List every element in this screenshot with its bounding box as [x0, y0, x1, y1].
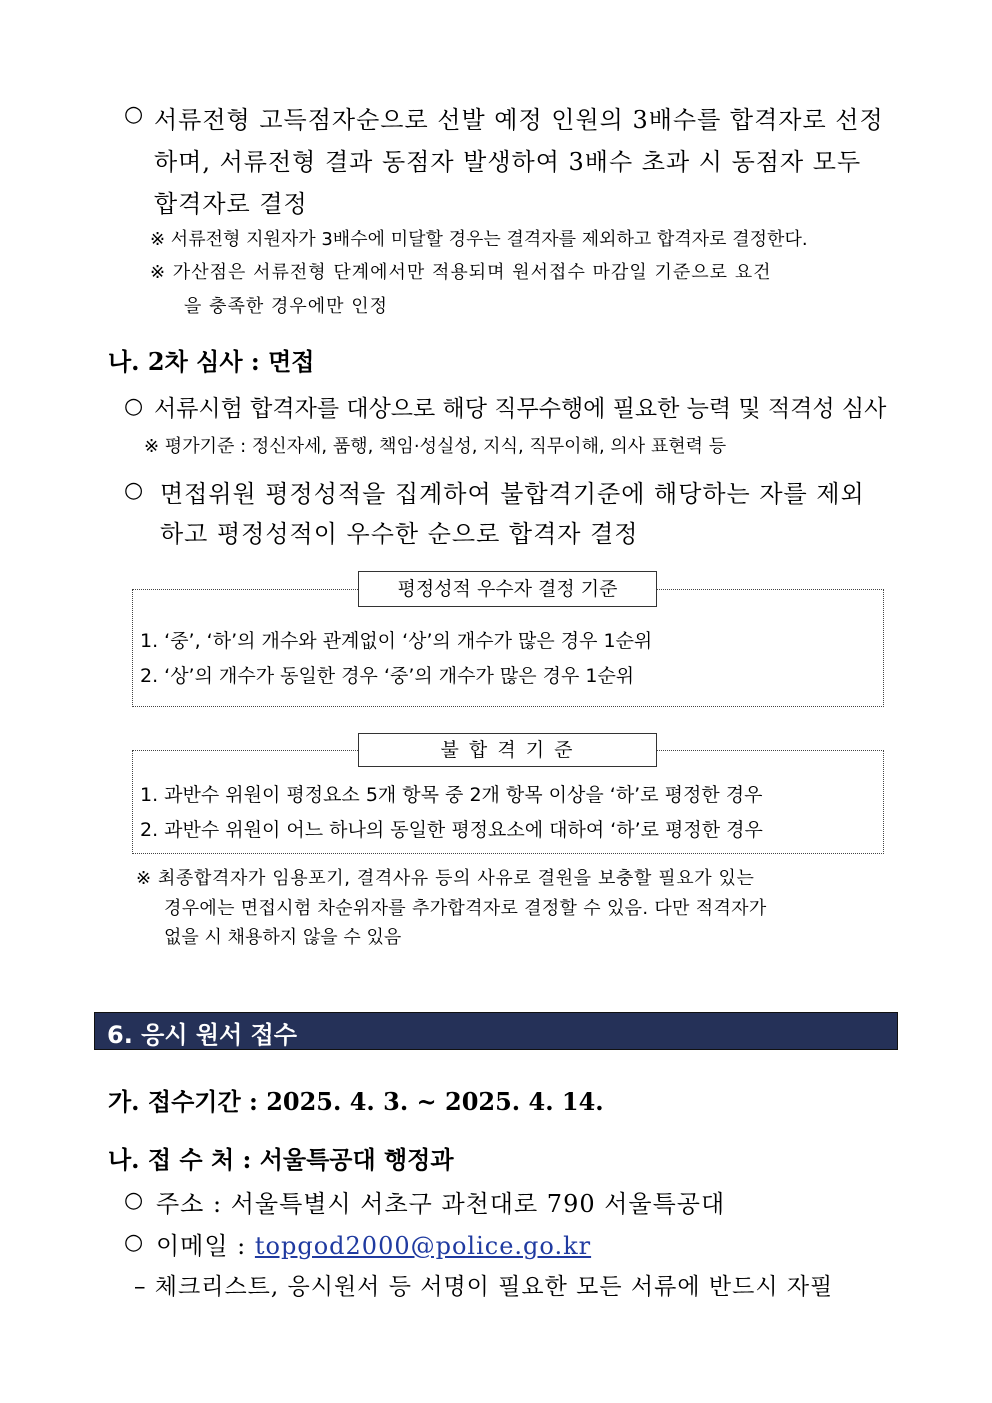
screening-note-2-line-1: ※ 가산점은 서류전형 단계에서만 적용되며 원서접수 마감일 기준으로 요건	[150, 262, 772, 283]
final-note-line-2: 경우에는 면접시험 차순위자를 추가합격자로 결정할 수 있음. 다만 적격자가	[164, 898, 767, 919]
screening-note-2-line-2: 을 충족한 경우에만 인정	[184, 296, 389, 317]
fail-criteria-item-2: 2. 과반수 위원이 어느 하나의 동일한 평정요소에 대하여 ‘하’로 평정한 경우	[140, 819, 763, 841]
interview-bullet-2-line-2: 하고 평정성적이 우수한 순으로 합격자 결정	[160, 520, 639, 548]
bullet-circle: ○	[124, 1230, 144, 1255]
bullet-circle: ○	[124, 478, 144, 503]
email-label: 이메일 :	[156, 1232, 255, 1260]
email-link[interactable]: topgod2000@police.go.kr	[254, 1232, 592, 1260]
application-period: 가. 접수기간 : 2025. 4. 3. ~ 2025. 4. 14.	[108, 1087, 604, 1116]
final-note-line-1: ※ 최종합격자가 임용포기, 결격사유 등의 사유로 결원을 보충할 필요가 있는	[136, 868, 755, 889]
fail-criteria-item-1: 1. 과반수 위원이 평정요소 5개 항목 중 2개 항목 이상을 ‘하’로 평정한 경우	[140, 784, 763, 806]
excellent-criteria-item-2: 2. ‘상’의 개수가 동일한 경우 ‘중’의 개수가 많은 경우 1순위	[140, 665, 635, 687]
interview-bullet-1: 서류시험 합격자를 대상으로 해당 직무수행에 필요한 능력 및 적격성 심사	[154, 396, 887, 422]
excellent-criteria-title: 평정성적 우수자 결정 기준	[358, 571, 657, 607]
screening-text-line-2: 하며, 서류전형 결과 동점자 발생하여 3배수 초과 시 동점자 모두	[154, 148, 862, 176]
section-6-title: 6. 응시 원서 접수	[107, 1021, 297, 1049]
bullet-circle: ○	[124, 102, 144, 127]
application-place: 나. 접 수 처 : 서울특공대 행정과	[108, 1145, 454, 1174]
email-line	[156, 1226, 591, 1261]
address-line: 주소 : 서울특별시 서초구 과천대로 790 서울특공대	[156, 1190, 726, 1218]
signature-requirement-line: – 체크리스트, 응시원서 등 서명이 필요한 모든 서류에 반드시 자필	[134, 1274, 834, 1300]
screening-text-line-1: 서류전형 고득점자순으로 선발 예정 인원의 3배수를 합격자로 선정	[154, 106, 884, 134]
fail-criteria-title: 불 합 격 기 준	[358, 733, 657, 767]
bullet-circle: ○	[124, 1188, 144, 1213]
interview-heading: 나. 2차 심사 : 면접	[108, 347, 315, 376]
final-note-line-3: 없을 시 채용하지 않을 수 있음	[164, 927, 402, 948]
screening-text-line-3: 합격자로 결정	[154, 190, 308, 218]
evaluation-criteria-note: ※ 평가기준 : 정신자세, 품행, 책임·성실성, 지식, 직무이해, 의사 표현력 등	[144, 436, 727, 457]
bullet-circle: ○	[124, 394, 144, 419]
screening-note-1: ※ 서류전형 지원자가 3배수에 미달할 경우는 결격자를 제외하고 합격자로 결정한다.	[150, 229, 808, 250]
interview-bullet-2-line-1: 면접위원 평정성적을 집계하여 불합격기준에 해당하는 자를 제외	[160, 480, 865, 508]
excellent-criteria-item-1: 1. ‘중’, ‘하’의 개수와 관계없이 ‘상’의 개수가 많은 경우 1순위	[140, 630, 653, 652]
section-6-header	[94, 1012, 898, 1050]
